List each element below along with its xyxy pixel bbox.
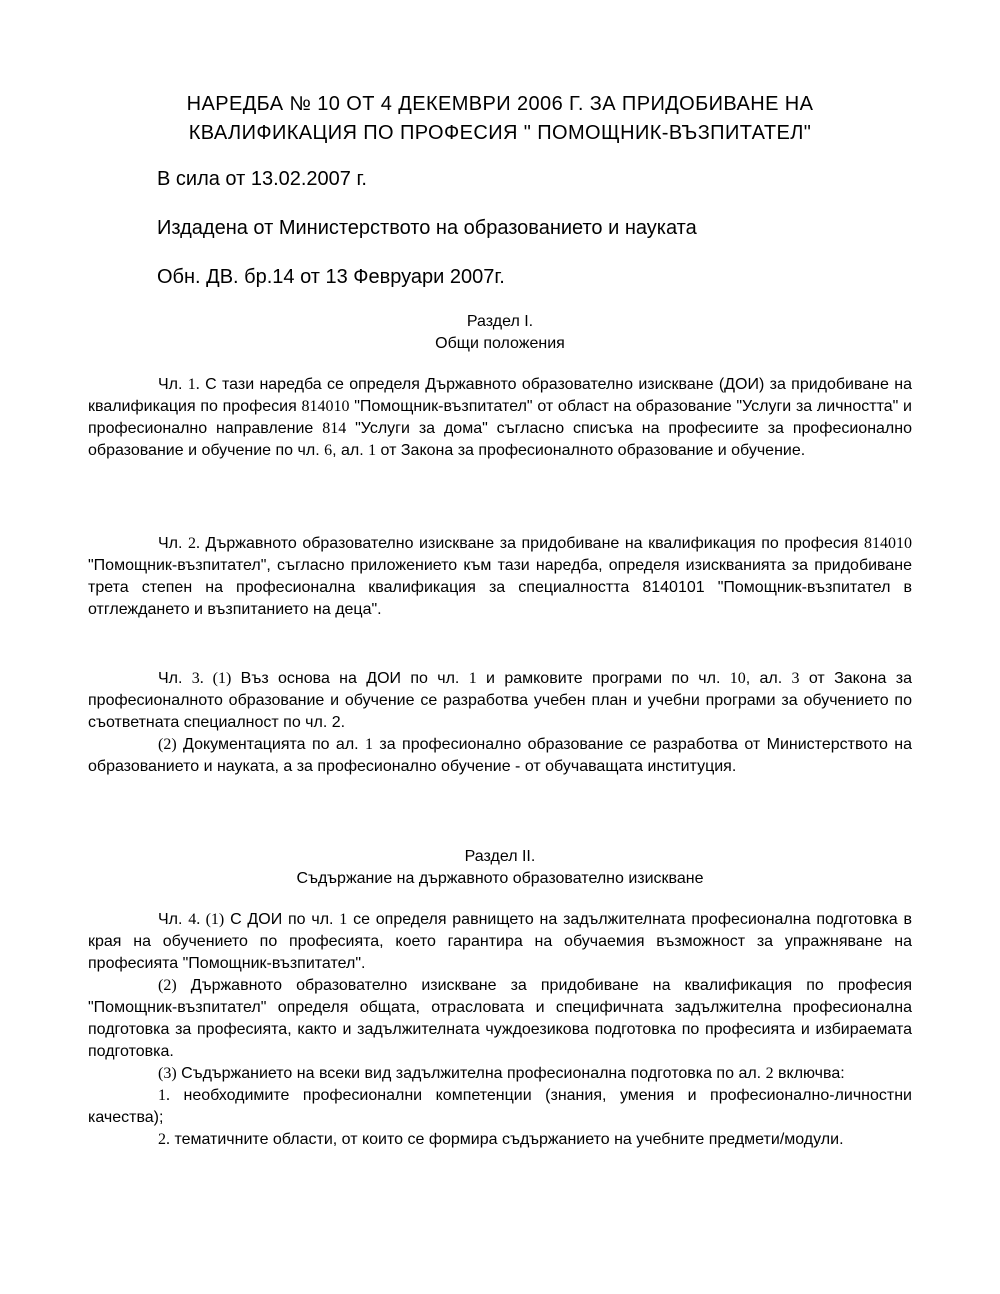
article-1 [88,374,912,462]
paragraph-number: (3) [158,1065,177,1082]
article-4-item-1: 1. необходимите професионални компетенции (знания, умения и професионално-личностни качества); [88,1087,912,1126]
document-title-line-2: КВАЛИФИКАЦИЯ ПО ПРОФЕСИЯ " ПОМОЩНИК-ВЪЗПИТАТЕЛ" [188,122,812,144]
article-number: 3. (1) [191,670,232,687]
article-number: 1. [187,376,200,393]
item-number: 1. [158,1087,170,1104]
article-1-paragraph: Чл. 1. С тази наредба се определя Държавното образователно изискване (ДОИ) за придобиване на квалификация по професия 814010 "Помощник-възпитател" от област на образование "Услуги за личността" и професионално направление 814 "Услуги за дома" съгласно списъка на професиите за професионално образование и обучение по чл. 6, ал. 1 от Закона за професионалното образование и обучение. [88,376,913,459]
article-number: 2. [187,535,200,552]
section-1-heading [88,311,912,355]
paragraph-number: (2) [158,977,177,994]
section-2-name: Съдържание на държавното образователно изискване [296,870,704,887]
article-4-paragraph-1: Чл. 4. (1) С ДОИ по чл. 1 се определя равнището на задължителната професионална подготовка в края на обучението по професията, което гарантира на обучаемия възможност за упражняване на професията "Помощник-възпитател". [88,911,913,972]
article-3-paragraph-2: (2) Документацията по ал. 1 за професионално образование се разработва от Министерството на образованието и науката, а за професионално обучение - от обучаващата институция. [88,736,912,775]
article-4 [88,909,912,1151]
in-force-date: В сила от 13.02.2007 г. [157,168,367,190]
article-4-paragraph-2: (2) Държавното образователно изискване за придобиване на квалификация по професия "Помощник-възпитател" определя общата, отрасловата и специфичната задължителна професионална подготовка за професията, както и задължителната чуждоезикова подготовка по професията и избираемата подготовка. [88,977,912,1060]
document-title [88,90,912,148]
section-1-name: Общи положения [435,335,565,352]
article-4-item-2: 2. тематичните области, от които се формира съдържанието на учебните предмети/модули. [158,1131,844,1148]
section-1-number: Раздел I. [466,313,534,330]
section-2-number: Раздел II. [464,848,536,865]
article-3-paragraph-1: Чл. 3. (1) Въз основа на ДОИ по чл. 1 и рамковите програми по чл. 10, ал. 3 от Закона за професионалното образование и обучение се разработва учебен план и учебни програми за обучението по съответната специалност по чл. 2. [88,670,913,731]
item-number: 2. [158,1131,170,1148]
article-2 [88,533,912,621]
article-3 [88,668,912,778]
issuing-authority: Издадена от Министерството на образованието и науката [157,217,697,239]
paragraph-number: (2) [158,736,177,753]
article-2-paragraph: Чл. 2. Държавното образователно изискване за придобиване на квалификация по професия 814010 "Помощник-възпитател", съгласно приложението към тази наредба, определя изискванията за придобиване трета степен на професионална квалификация за специалността 8140101 "Помощник-възпитател в отглеждането и възпитанието на деца". [88,535,913,618]
article-number: 4. (1) [188,911,225,928]
section-2-heading [88,846,912,890]
publication-info: Обн. ДВ. бр.14 от 13 Февруари 2007г. [157,266,505,288]
article-4-paragraph-3: (3) Съдържанието на всеки вид задължителна професионална подготовка по ал. 2 включва: [158,1065,845,1082]
document-title-line-1: НАРЕДБА № 10 ОТ 4 ДЕКЕМВРИ 2006 Г. ЗА ПРИДОБИВАНЕ НА [186,93,814,115]
